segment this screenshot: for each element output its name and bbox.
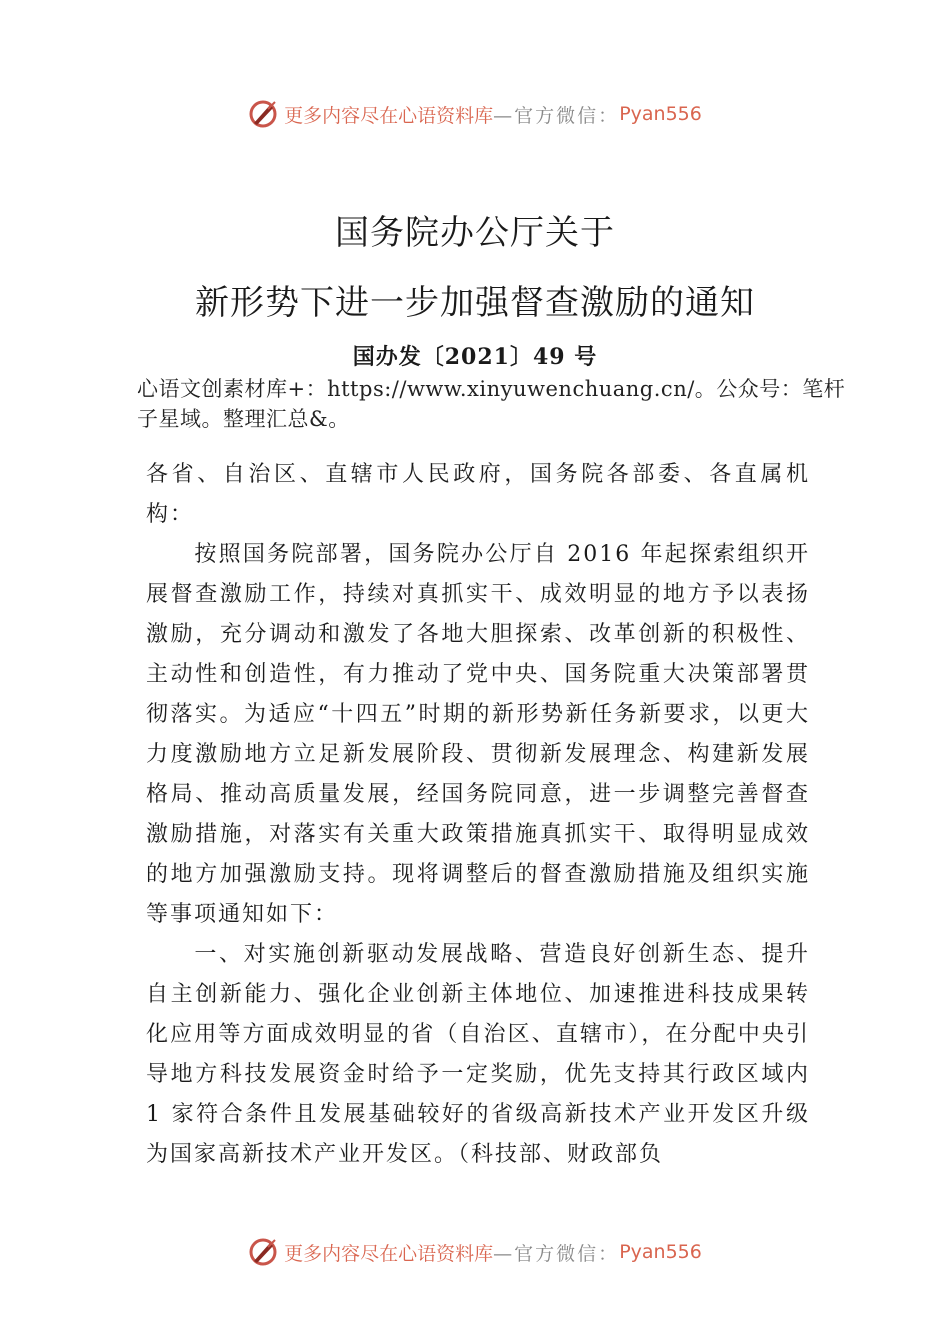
banner-text-wechat-id: Pyan556 — [619, 1241, 702, 1263]
banner-text-wechat-label: —官方微信： — [493, 104, 620, 127]
body-paragraph-2: 一、对实施创新驱动发展战略、营造良好创新生态、提升自主创新能力、强化企业创新主体地位、加速推进科技成果转化应用等方面成效明显的省（自治区、直辖市），在分配中央引导地方科技发展资金时给予一定奖励，优先支持其行政区域内 1 家符合条件且发展基础较好的省级高新技术产业开发区升级为国家高新技术产业开发区。（科技部、财政部负 — [146, 942, 810, 1167]
document-title-line2: 新形势下进一步加强督查激励的通知 — [195, 283, 755, 323]
body-paragraph-1: 按照国务院部署，国务院办公厅自 2016 年起探索组织开展督查激励工作，持续对真抓实干、成效明显的地方予以表扬激励，充分调动和激发了各地大胆探索、改革创新的积极性、主动性和创造性，有力推动了党中央、国务院重大决策部署贯彻落实。为适应“十四五”时期的新形势新任务新要求，以更大力度激励地方立足新发展阶段、贯彻新发展理念、构建新发展格局、推动高质量发展，经国务院同意，进一步调整完善督查激励措施，对落实有关重大政策措施真抓实干、取得明显成效的地方加强激励支持。现将调整后的督查激励措施及组织实施等事项通知如下： — [146, 542, 810, 927]
banner-text-wechat-label: —官方微信： — [493, 1242, 620, 1265]
quill-seal-logo-icon — [248, 1237, 278, 1267]
document-title-line1: 国务院办公厅关于 — [335, 213, 615, 253]
bottom-watermark-banner — [0, 1232, 950, 1272]
quill-seal-logo-icon — [248, 99, 278, 129]
top-watermark-banner — [0, 94, 950, 134]
banner-text-wechat-id: Pyan556 — [619, 103, 702, 125]
document-body — [146, 455, 810, 1175]
salutation: 各省、自治区、直辖市人民政府，国务院各部委、各直属机构： — [146, 462, 810, 527]
banner-text-main: 更多内容尽在心语资料库 — [284, 1242, 494, 1265]
document-number: 国办发〔2021〕49 号 — [352, 344, 598, 370]
banner-text-main: 更多内容尽在心语资料库 — [284, 104, 494, 127]
source-note: 心语文创素材库+：https://www.xinyuwenchuang.cn/。公众号：笔杆子星域。整理汇总&。 — [137, 377, 846, 431]
